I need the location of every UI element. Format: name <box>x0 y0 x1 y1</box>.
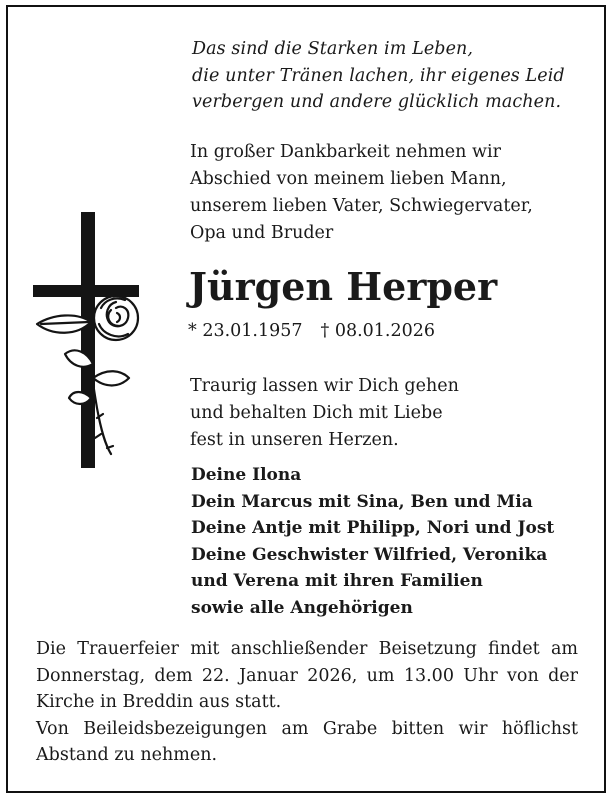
quote-line: Das sind die Starken im Leben, <box>192 39 474 59</box>
deceased-name: Jürgen Herper <box>189 264 498 309</box>
life-dates <box>188 318 435 344</box>
mourner-line: Deine Geschwister Wilfried, Veronika <box>191 544 548 565</box>
intro-line: unserem lieben Vater, Schwiegervater, <box>190 196 533 216</box>
memorial-quote <box>192 36 565 116</box>
mourner-line: Dein Marcus mit Sina, Ben und Mia <box>191 491 533 512</box>
cross-with-rose-icon <box>31 212 143 474</box>
mourner-line: Deine Antje mit Philipp, Nori und Jost <box>191 518 555 538</box>
intro-line: In großer Dankbarkeit nehmen wir <box>190 142 501 162</box>
death-date: † 08.01.2026 <box>320 321 436 341</box>
mourner-line: und Verena mit ihren Familien <box>191 571 483 591</box>
funeral-information <box>36 636 578 769</box>
intro-line: Abschied von meinem lieben Mann, <box>190 169 507 189</box>
info-line: Kirche in Breddin aus statt. <box>36 692 282 712</box>
info-line: Von Beileidsbezeigungen am Grabe bitten wir höflichst <box>36 718 578 739</box>
intro-line: Opa und Bruder <box>190 223 334 243</box>
verse-line: fest in unseren Herzen. <box>190 430 399 450</box>
mourners-list <box>191 462 554 621</box>
quote-line: die unter Tränen lachen, ihr eigenes Leid <box>192 65 565 86</box>
farewell-intro <box>190 139 533 247</box>
verse-line: und behalten Dich mit Liebe <box>190 403 443 423</box>
birth-date: * 23.01.1957 <box>188 321 303 341</box>
info-line: Abstand zu nehmen. <box>36 745 218 765</box>
mourning-verse <box>190 373 459 454</box>
quote-line: verbergen und andere glücklich machen. <box>192 92 562 112</box>
info-line: Donnerstag, dem 22. Januar 2026, um 13.00 Uhr von der <box>36 665 578 686</box>
info-line: Die Trauerfeier mit anschließender Beisetzung findet am <box>36 639 578 659</box>
mourner-line: Deine Ilona <box>191 465 302 485</box>
verse-line: Traurig lassen wir Dich gehen <box>190 376 459 396</box>
mourner-line: sowie alle Angehörigen <box>191 597 413 618</box>
